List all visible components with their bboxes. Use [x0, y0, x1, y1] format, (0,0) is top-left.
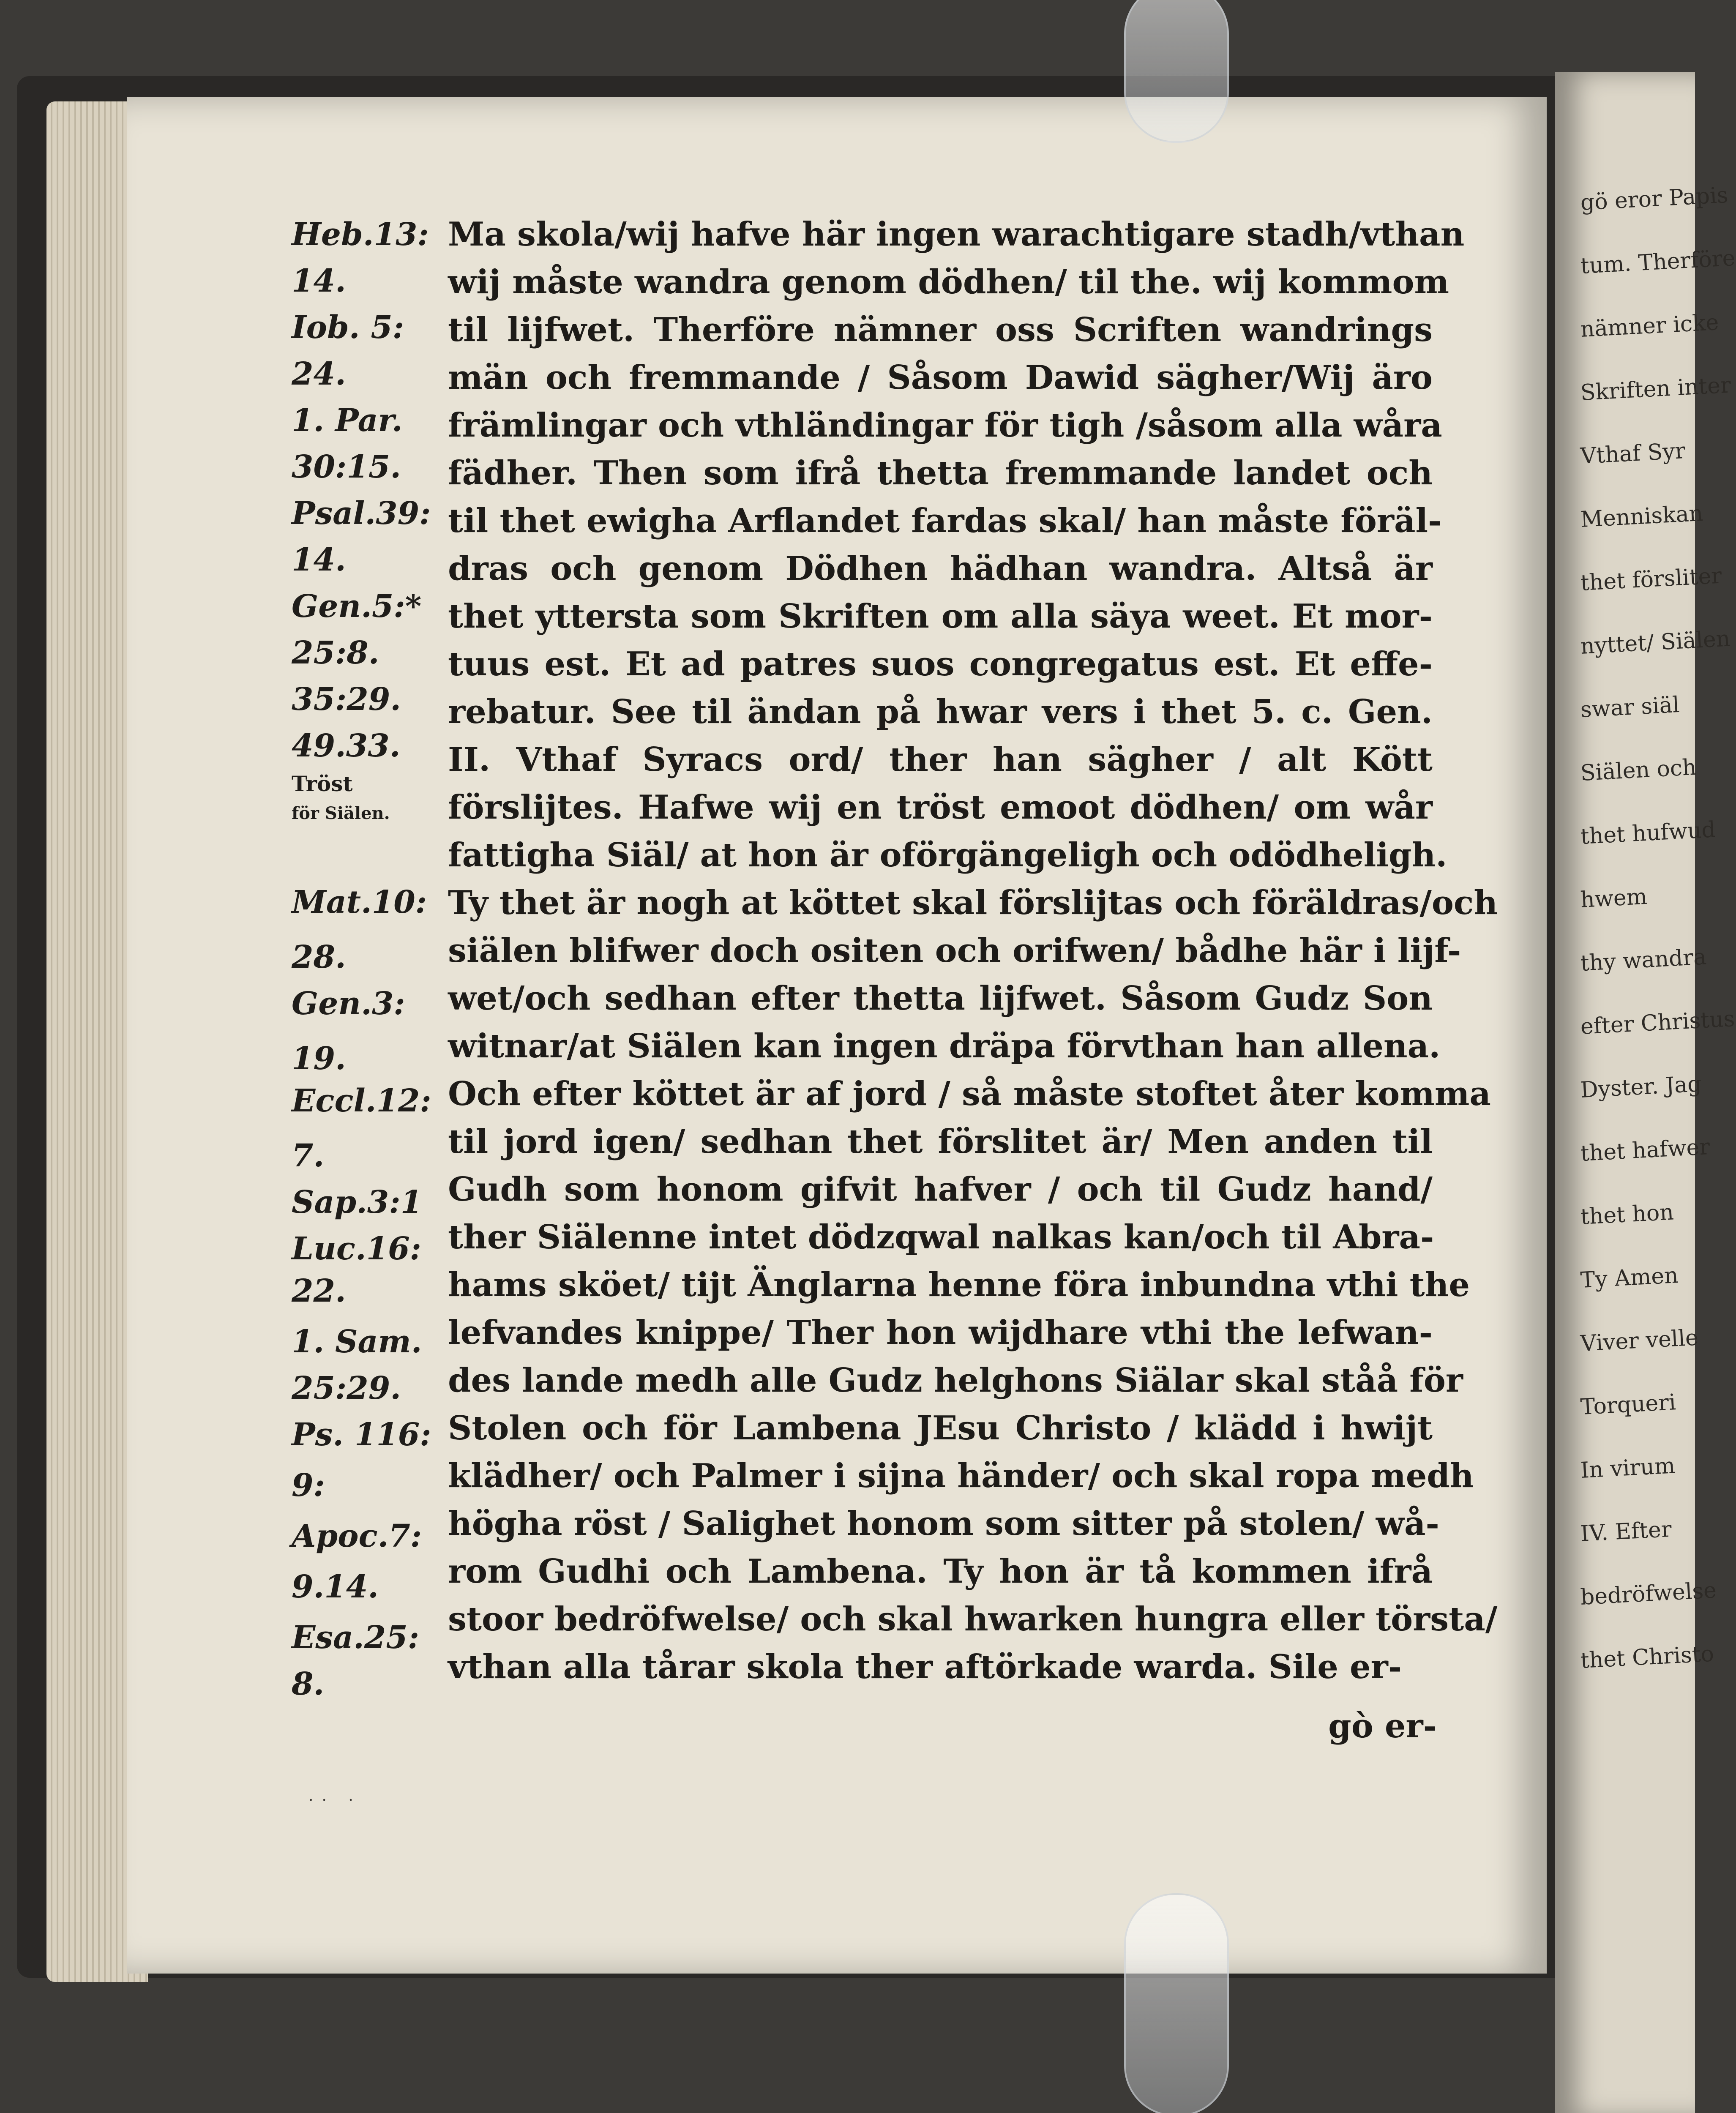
margin-note: Ps. 116:: [292, 1417, 431, 1453]
text-line: klädher/ och Palmer i sijna händer/ och skal ropa medh: [448, 1457, 1474, 1495]
next-page-fragment: Viver velle: [1580, 1325, 1699, 1357]
next-page-fragment: efter Christus: [1580, 1006, 1736, 1040]
text-line: ther Siälenne intet dödzqwal nalkas kan/och til Abra-: [448, 1218, 1434, 1256]
margin-note: Tröst: [292, 771, 353, 796]
text-line: wet/och sedhan efter thetta lijfwet. Såsom Gudz Son: [448, 979, 1433, 1018]
text-line: dras och genom Dödhen hädhan wandra. Altså är: [448, 549, 1433, 588]
text-line: förslijtes. Hafwe wij en tröst emoot dödhen/ om wår: [448, 788, 1433, 827]
margin-note: 9:: [292, 1467, 325, 1504]
next-page-fragment: thet hon: [1580, 1199, 1675, 1230]
page-mark: ·· ·: [308, 1792, 362, 1809]
text-line: Stolen och för Lambena JEsu Christo / klädd i hwijt: [448, 1409, 1433, 1447]
text-line: Och efter köttet är af jord / så måste stoftet åter komma: [448, 1075, 1491, 1113]
text-line: hams sköet/ tijt Änglarna henne föra inbundna vthi the: [448, 1266, 1470, 1304]
margin-note: 25:29.: [292, 1370, 401, 1406]
text-line: witnar/at Siälen kan ingen dräpa förvthan han allena.: [448, 1027, 1441, 1065]
margin-note: Psal.39:: [292, 495, 431, 532]
next-page-fragment: IV. Efter: [1580, 1516, 1673, 1547]
text-line: fattigha Siäl/ at hon är oförgängeligh och odödheligh.: [448, 836, 1447, 874]
margin-note: Heb.13:: [292, 216, 429, 253]
text-line: lefvandes knippe/ Ther hon wijdhare vthi the lefwan-: [448, 1313, 1433, 1352]
next-page-fragment: hwem: [1580, 884, 1648, 913]
next-page-fragment: Torqueri: [1580, 1390, 1677, 1420]
margin-note: 22.: [292, 1273, 346, 1309]
margin-note: 35:29.: [292, 681, 401, 718]
margin-note: Sap.3:1: [292, 1184, 423, 1220]
text-line: högha röst / Salighet honom som sitter på stolen/ wå-: [448, 1504, 1439, 1543]
margin-note: Esa.25:: [292, 1619, 420, 1656]
text-line: stoor bedröfwelse/ och skal hwarken hungra eller törsta/: [448, 1600, 1498, 1638]
next-page-fragment: gö eror Papis: [1580, 182, 1729, 216]
right-page-edge: [1555, 72, 1736, 2113]
next-page-fragment: In virum: [1580, 1453, 1676, 1483]
margin-note: 7.: [292, 1138, 325, 1174]
text-line: rebatur. See til ändan på hwar vers i thet 5. c. Gen.: [448, 693, 1433, 731]
margin-note: Eccl.12:: [292, 1083, 431, 1119]
next-page-fragment: Menniskan: [1580, 500, 1704, 532]
margin-note: Apoc.7:: [292, 1518, 422, 1554]
next-page-fragment: Siälen och: [1580, 754, 1697, 786]
margin-note: 28.: [292, 939, 346, 975]
text-line: Gudh som honom gifvit hafver / och til Gudz hand/: [448, 1170, 1433, 1209]
margin-note: 1. Sam.: [292, 1324, 422, 1360]
text-line: främlingar och vthländingar för tigh /såsom alla wåra: [448, 406, 1442, 445]
text-line: män och fremmande / Såsom Dawid sägher/Wij äro: [448, 358, 1433, 397]
margin-note: 14.: [292, 263, 346, 299]
next-page-fragment: Skriften inter: [1580, 372, 1732, 406]
text-line: Ma skola/wij hafve här ingen warachtigare stadh/vthan: [448, 215, 1465, 254]
margin-note: 9.14.: [292, 1569, 379, 1605]
text-line: vthan alla tårar skola ther aftörkade warda. Sile er-: [448, 1648, 1402, 1686]
text-line: thet yttersta som Skriften om alla säya weet. Et mor-: [448, 597, 1433, 636]
margin-note: 30:15.: [292, 449, 401, 485]
next-page-fragment: thet hafwer: [1580, 1134, 1711, 1166]
next-page-fragment: Ty Amen: [1580, 1262, 1679, 1293]
text-line: II. Vthaf Syracs ord/ ther han sägher / alt Kött: [448, 740, 1433, 779]
margin-note: Luc.16:: [292, 1231, 421, 1267]
text-line: tuus est. Et ad patres suos congregatus est. Et effe-: [448, 645, 1433, 683]
text-line: til jord igen/ sedhan thet förslitet är/ Men anden til: [448, 1122, 1433, 1161]
margin-note: 14.: [292, 542, 346, 578]
next-page-fragment: Vthaf Syr: [1580, 438, 1686, 469]
next-page-fragment: thet Christo: [1580, 1641, 1715, 1673]
margin-note: 8.: [292, 1666, 325, 1702]
next-page-fragment: nämner icke: [1580, 309, 1720, 342]
text-line: til lijfwet. Therföre nämner oss Scriften wandrings: [448, 311, 1433, 349]
next-page-fragment: Dyster. Jag: [1580, 1071, 1702, 1103]
text-line: wij måste wandra genom dödhen/ til the. wij kommom: [448, 263, 1449, 301]
text-line: des lande medh alle Gudz helghons Siälar skal ståå för: [448, 1361, 1463, 1400]
margin-note: 19.: [292, 1040, 346, 1077]
margin-note: 25:8.: [292, 635, 379, 671]
text-line: til thet ewigha Arflandet fardas skal/ han måste föräl-: [448, 502, 1442, 540]
next-page-fragment: thy wandra: [1580, 944, 1707, 976]
next-page-fragment: bedröfwelse: [1580, 1578, 1717, 1610]
margin-note: Iob. 5:: [292, 309, 404, 346]
page-clip-bottom: [1124, 1893, 1229, 2113]
margin-note: Mat.10:: [292, 884, 427, 920]
page-clip-top: [1124, 0, 1229, 143]
next-page-fragment: tum. Therföre: [1580, 245, 1736, 279]
next-page-fragment: thet hufwud: [1580, 817, 1717, 849]
margin-note: Gen.3:: [292, 986, 405, 1022]
catchword: gò er-: [1328, 1707, 1437, 1745]
margin-note: Gen.5:*: [292, 588, 422, 625]
margin-note: 49.33.: [292, 728, 401, 764]
next-page-fragment: thet försliter: [1580, 563, 1722, 596]
margin-note: 24.: [292, 356, 346, 392]
margin-note: för Siälen.: [292, 803, 390, 823]
text-line: siälen blifwer doch ositen och orifwen/ bådhe här i lijf-: [448, 931, 1461, 970]
next-page-fragment: nyttet/ Siälen: [1580, 626, 1731, 659]
margin-note: 1. Par.: [292, 402, 403, 439]
next-page-fragment: swar siäl: [1580, 692, 1680, 723]
text-line: fädher. Then som ifrå thetta fremmande landet och: [448, 454, 1433, 492]
text-line: rom Gudhi och Lambena. Ty hon är tå kommen ifrå: [448, 1552, 1433, 1591]
text-line: Ty thet är nogh at köttet skal förslijtas och föräldras/och: [448, 884, 1498, 922]
